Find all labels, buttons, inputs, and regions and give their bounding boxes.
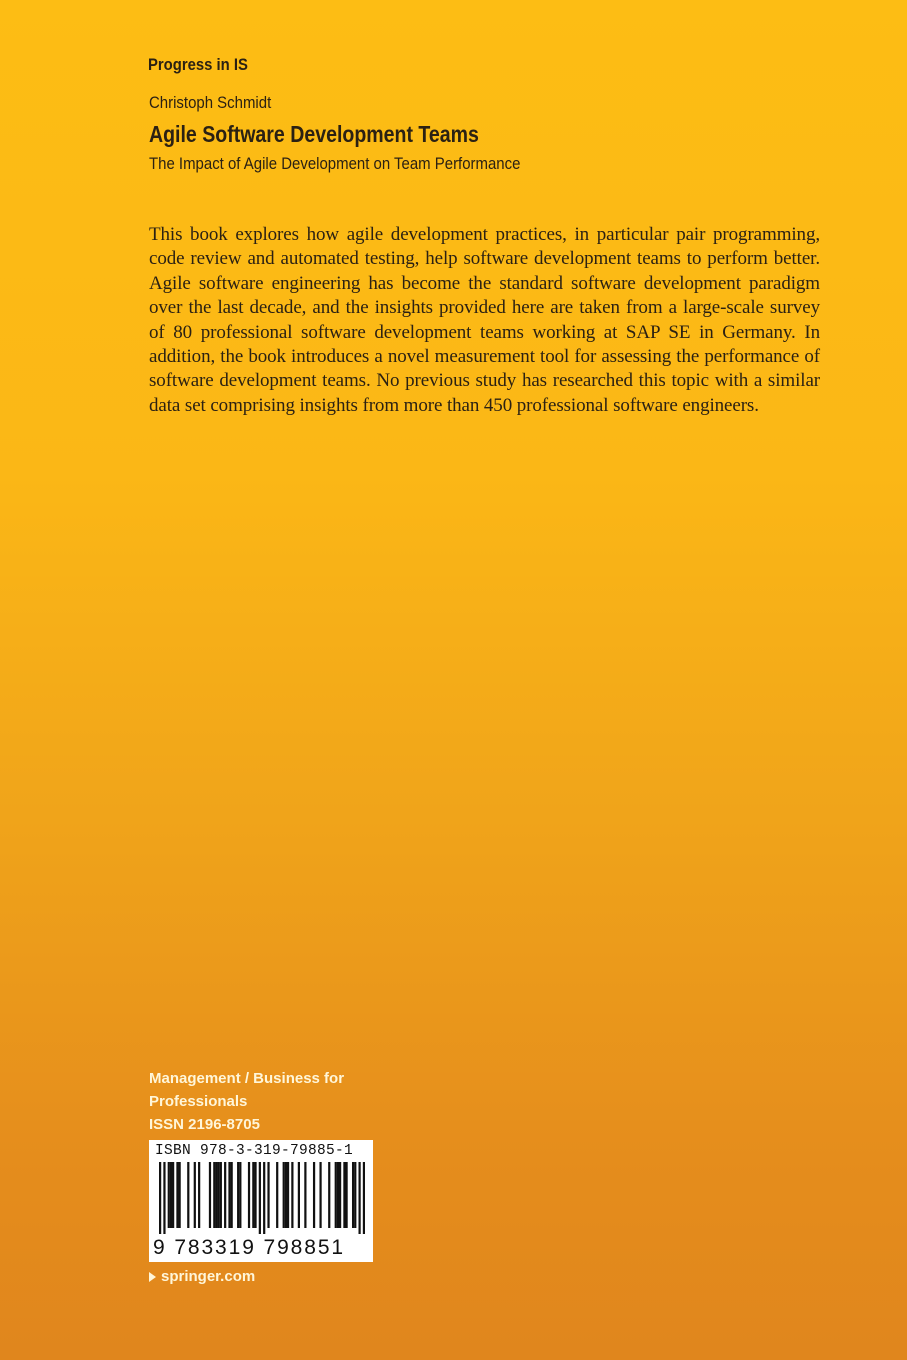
barcode-bar — [248, 1162, 250, 1228]
category-line-1: Management / Business for — [149, 1070, 345, 1087]
barcode-bar — [172, 1162, 174, 1228]
barcode-bar — [339, 1162, 341, 1228]
barcode-bar — [187, 1162, 189, 1228]
barcode-bar — [263, 1162, 265, 1234]
barcode-bar — [163, 1162, 165, 1234]
barcode-bar — [343, 1162, 345, 1228]
barcode-bar — [363, 1162, 365, 1234]
arrow-right-icon — [149, 1272, 156, 1282]
barcode-bars — [159, 1162, 365, 1234]
barcode-bar — [283, 1162, 285, 1228]
subject-category — [149, 1067, 379, 1136]
barcode-bar — [354, 1162, 356, 1228]
barcode-bar — [237, 1162, 239, 1228]
barcode-bar — [159, 1162, 161, 1234]
barcode-bar — [228, 1162, 230, 1228]
barcode-bar — [276, 1162, 278, 1228]
barcode-bar — [337, 1162, 339, 1228]
book-description: This book explores how agile development practices, in particular pair programming, code review and automated testing, help software development teams to perform better. Agile software engineering has become the standard software development paradigm over the last decade, and the insights provided here are taken from a large-scale survey of 80 professional software development teams working at SAP SE in Germany. In addition, the book introduces a novel measurement tool for assessing the performance of software development teams. No previous study has researched this topic with a similar data set comprising insights from more than 450 professional software engineers. — [149, 224, 820, 416]
barcode-bar — [358, 1162, 360, 1234]
barcode-bar — [267, 1162, 269, 1228]
barcode-bar — [304, 1162, 306, 1228]
issn-number: ISSN 2196-8705 — [149, 1116, 260, 1133]
author-name: Christoph Schmidt — [149, 93, 272, 112]
barcode-digits: 9 783319 798851 — [153, 1236, 345, 1259]
series-name: Progress in IS — [148, 56, 248, 74]
book-subtitle: The Impact of Agile Development on Team Performance — [149, 154, 521, 173]
barcode-bar — [239, 1162, 241, 1228]
barcode-bar — [215, 1162, 217, 1228]
barcode-bar — [335, 1162, 337, 1228]
book-title: Agile Software Development Teams — [149, 121, 479, 147]
barcode-bar — [231, 1162, 233, 1228]
publisher-website[interactable] — [149, 1268, 255, 1285]
barcode-bar — [291, 1162, 293, 1228]
barcode-bar — [168, 1162, 170, 1228]
barcode-bar — [179, 1162, 181, 1228]
barcode-bar — [252, 1162, 254, 1228]
barcode-bar — [345, 1162, 347, 1228]
barcode-bar — [352, 1162, 354, 1228]
website-link[interactable]: springer.com — [161, 1268, 256, 1285]
barcode-bar — [254, 1162, 256, 1228]
barcode-bar — [198, 1162, 200, 1228]
barcode-bar — [328, 1162, 330, 1228]
barcode-bar — [209, 1162, 211, 1228]
barcode-bar — [224, 1162, 226, 1228]
isbn-label: ISBN 978-3-319-79885-1 — [155, 1143, 354, 1159]
barcode-bar — [176, 1162, 178, 1228]
barcode-bar — [220, 1162, 222, 1228]
isbn-barcode — [149, 1140, 373, 1262]
barcode-bar — [298, 1162, 300, 1228]
barcode-bar — [287, 1162, 289, 1228]
barcode-bar — [194, 1162, 196, 1228]
category-line-2: Professionals — [149, 1093, 248, 1110]
barcode-bar — [285, 1162, 287, 1228]
barcode-bar — [259, 1162, 261, 1234]
barcode-bar — [170, 1162, 172, 1228]
barcode-bar — [319, 1162, 321, 1228]
barcode-bar — [213, 1162, 215, 1228]
barcode-bar — [218, 1162, 220, 1228]
barcode-bar — [313, 1162, 315, 1228]
